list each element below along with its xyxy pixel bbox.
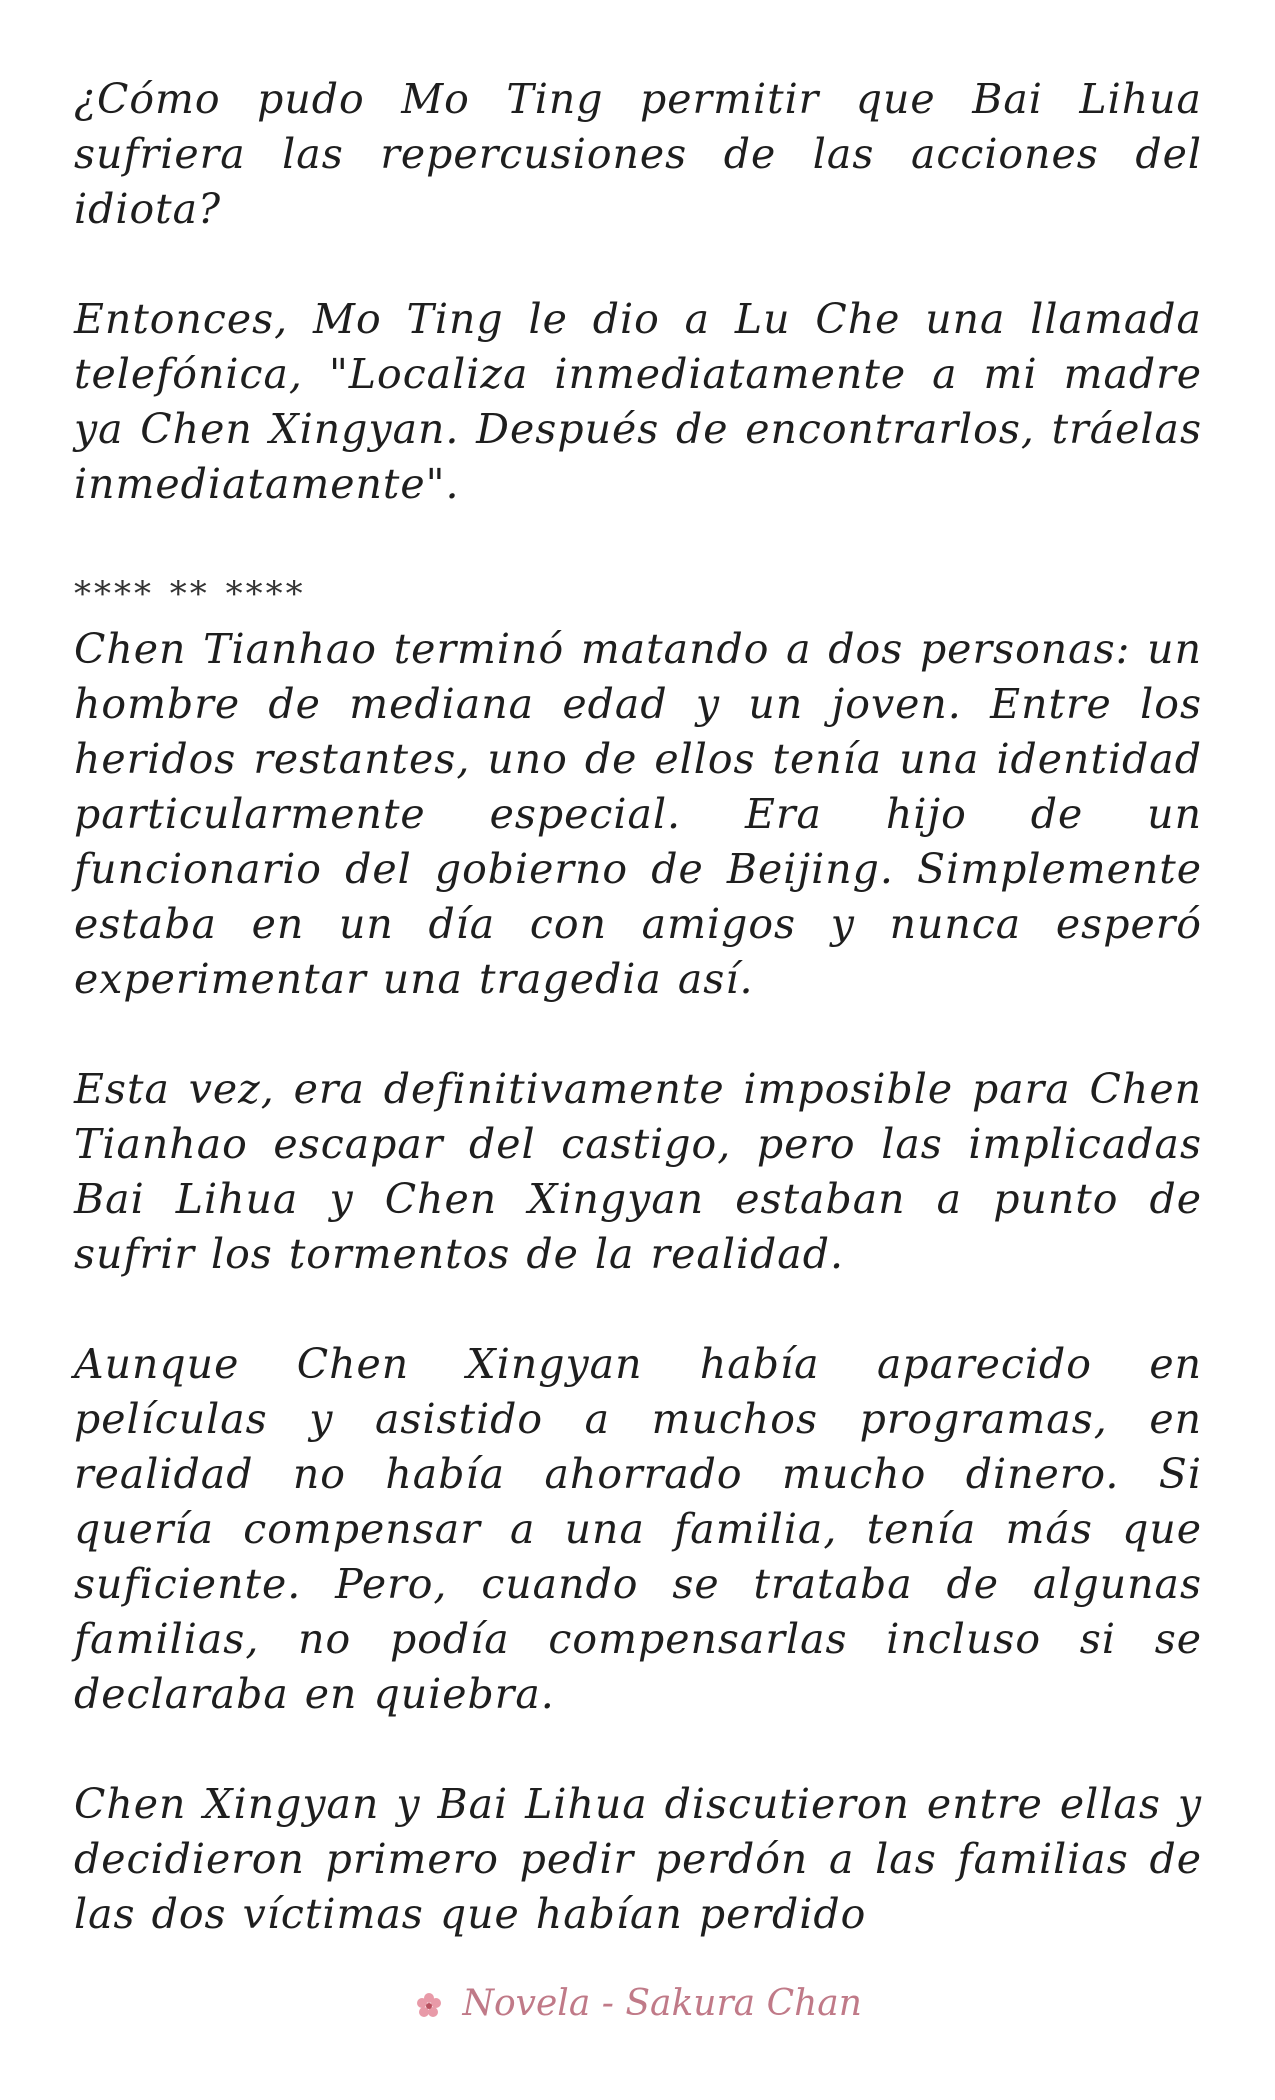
paragraph-6: Chen Xingyan y Bai Lihua discutieron entre ellas y decidieron primero pedir perdón a las familias de las dos víctimas que habían perdido	[74, 1780, 1202, 1938]
watermark-footer	[0, 1983, 1275, 2024]
watermark-text: Novela - Sakura Chan	[462, 1983, 862, 2024]
section-separator: **** ** ****	[74, 574, 306, 614]
paragraph-5: Aunque Chen Xingyan había aparecido en películas y asistido a muchos programas, en realidad no había ahorrado mucho dinero. Si quería compensar a una familia, tenía más que suficiente. Pero, cuando se trataba de algunas familias, no podía compensarlas incluso si se declaraba en quiebra.	[74, 1340, 1202, 1718]
paragraph-1: ¿Cómo pudo Mo Ting permitir que Bai Lihua sufriera las repercusiones de las acciones del idiota?	[74, 75, 1202, 233]
paragraph-2: Entonces, Mo Ting le dio a Lu Che una llamada telefónica, "Localiza inmediatamente a mi madre ya Chen Xingyan. Después de encontrarlos, tráelas inmediatamente".	[74, 295, 1202, 508]
document-body	[74, 72, 1202, 1997]
paragraph-3: Chen Tianhao terminó matando a dos personas: un hombre de mediana edad y un joven. Entre los heridos restantes, uno de ellos tenía una identidad particularmente especial. Era hijo de un funcionario del gobierno de Beijing. Simplemente estaba en un día con amigos y nunca esperó experimentar una tragedia así.	[74, 625, 1202, 1003]
sakura-flower-icon	[413, 1990, 445, 2022]
paragraph-4: Esta vez, era definitivamente imposible para Chen Tianhao escapar del castigo, pero las implicadas Bai Lihua y Chen Xingyan estaban a punto de sufrir los tormentos de la realidad.	[74, 1065, 1202, 1278]
